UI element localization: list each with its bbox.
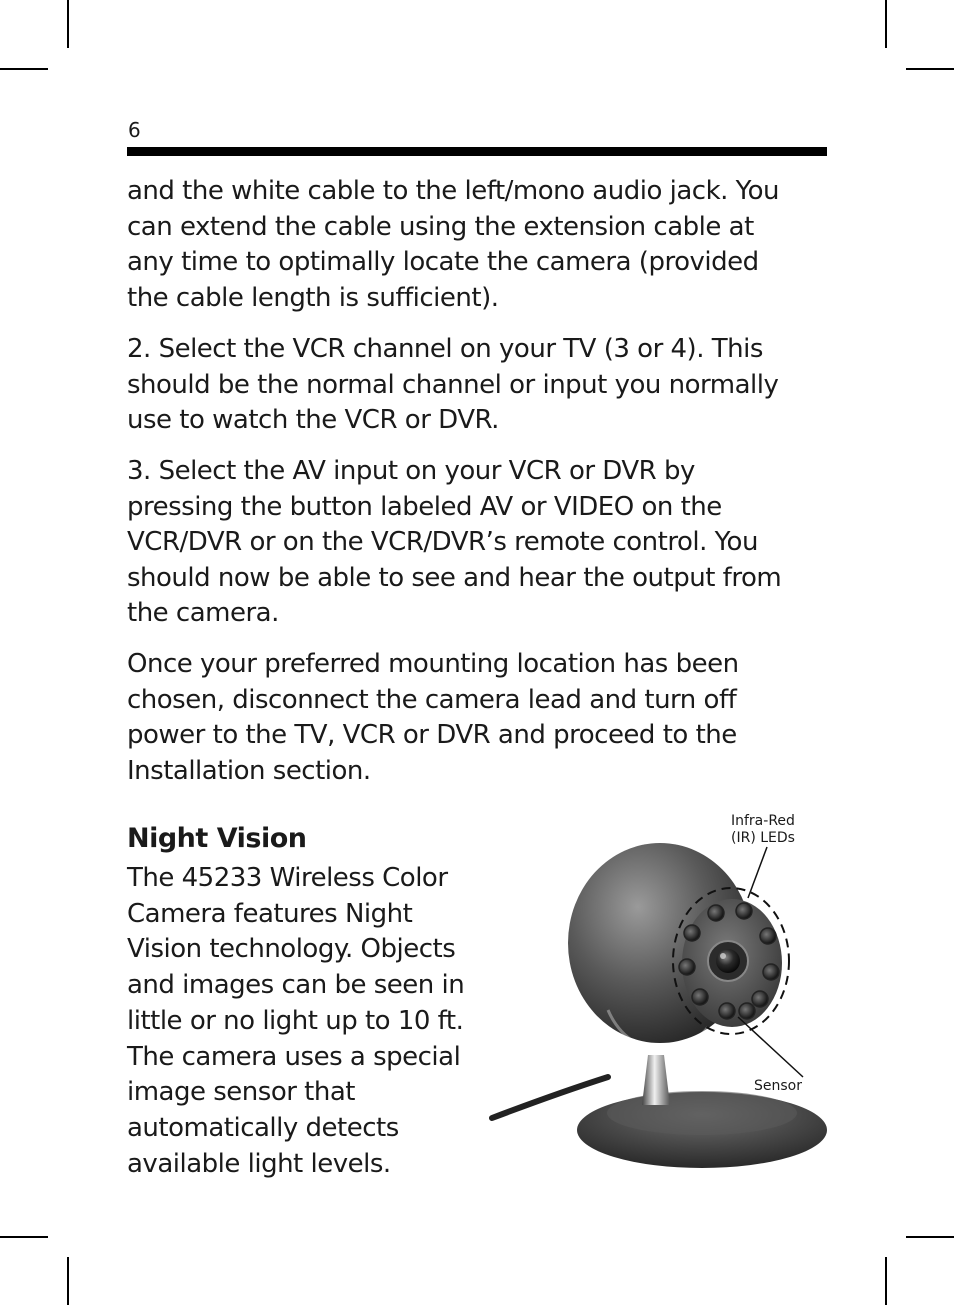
- text-line: VCR/DVR or on the VCR/DVR’s remote control. You: [127, 527, 758, 557]
- crop-mark: [906, 68, 954, 70]
- crop-mark: [906, 1236, 954, 1238]
- sensor-label: Sensor: [754, 1078, 802, 1094]
- camera-illustration: [488, 805, 833, 1180]
- text-line: any time to optimally locate the camera (provided: [127, 247, 759, 277]
- text-line: the cable length is sufficient).: [127, 282, 499, 313]
- crop-mark: [67, 0, 69, 48]
- camera-cable: [492, 1077, 608, 1118]
- text-line: Vision technology. Objects: [127, 934, 456, 965]
- text-line: the camera.: [127, 598, 279, 628]
- crop-mark: [67, 1257, 69, 1305]
- text-line: use to watch the VCR or DVR.: [127, 405, 499, 435]
- text-line: and images can be seen in: [127, 970, 465, 1001]
- text-line: automatically detects: [127, 1112, 399, 1143]
- ir-leds-label: (IR) LEDs: [731, 830, 795, 846]
- paragraph-2: [127, 332, 831, 439]
- text-line: available light levels.: [127, 1148, 391, 1179]
- text-line: should be the normal channel or input you normally: [127, 369, 779, 400]
- crop-mark: [0, 68, 48, 70]
- text-line: Camera features Night: [127, 898, 413, 929]
- section-title: Night Vision: [127, 823, 307, 854]
- sensor-callout-line: [738, 1017, 803, 1077]
- text-line: power to the TV, VCR or DVR and proceed to the: [127, 720, 737, 750]
- text-line: The camera uses a special: [127, 1041, 461, 1072]
- text-line: 3. Select the AV input on your VCR or DVR by: [127, 456, 695, 486]
- text-line: 2. Select the VCR channel on your TV (3 or 4). This: [127, 334, 763, 364]
- paragraph-1: [127, 174, 831, 316]
- ir-callout-line: [748, 847, 767, 898]
- paragraph-4: [127, 647, 831, 789]
- crop-mark: [0, 1236, 48, 1238]
- text-line: should now be able to see and hear the output from: [127, 562, 782, 593]
- text-line: Installation section.: [127, 755, 371, 786]
- text-line: image sensor that: [127, 1077, 355, 1108]
- ir-leds-label: Infra-Red: [731, 813, 795, 829]
- text-line: The 45233 Wireless Color: [127, 863, 448, 893]
- paragraph-3: [127, 454, 831, 632]
- page-number: 6: [128, 118, 141, 142]
- text-line: chosen, disconnect the camera lead and turn off: [127, 684, 737, 715]
- text-line: and the white cable to the left/mono audio jack. You: [127, 176, 779, 206]
- night-vision-paragraph: [127, 861, 464, 1182]
- text-line: can extend the cable using the extension cable at: [127, 211, 754, 242]
- text-line: Once your preferred mounting location has been: [127, 649, 739, 679]
- text-line: pressing the button labeled AV or VIDEO on the: [127, 491, 722, 522]
- header-rule: [127, 147, 827, 156]
- crop-mark: [885, 1257, 887, 1305]
- crop-mark: [885, 0, 887, 48]
- camera-stem: [642, 1055, 670, 1105]
- text-line: little or no light up to 10 ft.: [127, 1005, 464, 1036]
